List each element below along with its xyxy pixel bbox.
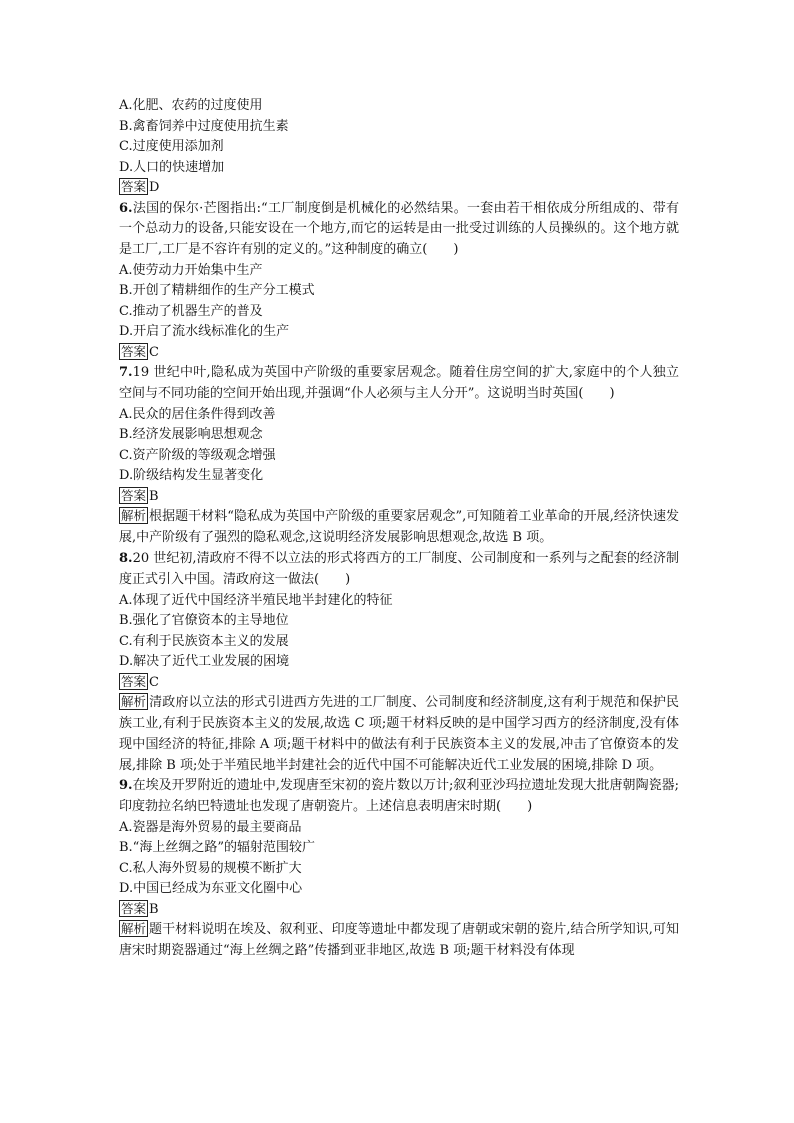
analysis-tag: 解析 [121,694,147,710]
option-c: C.推动了机器生产的普及 [119,303,263,319]
answer-tag: 答案 [121,179,147,194]
question-number: 9. [119,778,133,794]
option-d: D.解决了近代工业发展的困境 [119,654,290,670]
option-a: A.化肥、农药的过度使用 [119,98,263,113]
option-c: C.私人海外贸易的规模不断扩大 [119,860,302,876]
question-stem [119,363,679,405]
option-b: B.经济发展影响思想观念 [119,427,263,443]
question-number: 7. [119,365,133,381]
answer-value: B [149,901,159,917]
question-8 [119,549,679,776]
answer-value: C [149,344,159,360]
answer-row [119,673,679,694]
answer-tag: 答案 [121,487,147,503]
stem-text: 法国的保尔·芒图指出:“工厂制度倒是机械化的必然结果。一套由若干相依成分所组成的、带有一个总动力的设备,只能安设在一个地方,而它的运转是由一批受过训练的人员操纵的。这个地方就是工厂,工厂是不容许有别的定义的。”这种制度的确立( ) [119,200,679,258]
analysis-text: 题干材料说明在埃及、叙利亚、印度等遗址中都发现了唐朝或宋朝的瓷片,结合所学知识,可知唐宋时期瓷器通过“海上丝绸之路”传播到亚非地区,故选 B 项;题干材料没有体现 [119,922,679,959]
option-d: D.中国已经成为东亚文化圈中心 [119,881,303,897]
question-9 [119,776,679,962]
option-a: A.体现了近代中国经济半殖民地半封建化的特征 [119,592,393,608]
question-stem [119,776,679,818]
option-b: B.禽畜饲养中过度使用抗生素 [119,118,289,134]
option-a: A.使劳动力开始集中生产 [119,262,263,278]
answer-tag: 答案 [121,900,147,916]
answer-value: D [149,180,160,195]
answer-tag: 答案 [121,343,147,359]
stem-text: 在埃及开罗附近的遗址中,发现唐至宋初的瓷片数以万计;叙利亚沙玛拉遗址发现大批唐朝陶瓷器;印度勃拉名纳巴特遗址也发现了唐朝瓷片。上述信息表明唐宋时期( ) [119,778,679,815]
document-page [119,96,679,962]
analysis-tag: 解析 [121,921,147,937]
answer-value: C [149,674,159,690]
analysis-tag: 解析 [121,508,147,524]
analysis-row [119,507,679,549]
analysis-text: 清政府以立法的形式引进西方先进的工厂制度、公司制度和经济制度,这有利于规范和保护民族工业,有利于民族资本主义的发展,故选 C 项;题干材料反映的是中国学习西方的经济制度,没有体现中国经济的特征,排除 A 项;题干材料中的做法有利于民族资本主义的发展,冲击了官僚资本的发展,排除 B 项;处于半殖民地半封建社会的近代中国不可能解决近代工业发展的困境,排除 D 项。 [119,695,679,773]
option-d: D.阶级结构发生显著变化 [119,468,264,484]
option-c: C.过度使用添加剂 [119,139,224,154]
answer-tag: 答案 [121,673,147,689]
question-number: 6. [119,200,133,216]
option-a: A.民众的居住条件得到改善 [119,406,276,422]
question-stem [119,199,679,261]
stem-text: 19 世纪中叶,隐私成为英国中产阶级的重要家居观念。随着住房空间的扩大,家庭中的个人独立空间与不同功能的空间开始出现,并强调“仆人必须与主人分开”。这说明当时英国( ) [119,365,679,402]
option-c: C.有利于民族资本主义的发展 [119,633,289,649]
question-5 [119,96,679,199]
option-b: B.开创了精耕细作的生产分工模式 [119,283,315,299]
question-stem [119,549,679,591]
question-6 [119,199,679,364]
analysis-text: 根据题干材料“隐私成为英国中产阶级的重要家居观念”,可知随着工业革命的开展,经济快速发展,中产阶级有了强烈的隐私观念,这说明经济发展影响思想观念,故选 B 项。 [119,509,679,546]
answer-value: B [149,488,159,504]
question-number: 8. [119,551,133,567]
analysis-row [119,693,679,776]
option-a: A.瓷器是海外贸易的最主要商品 [119,819,302,835]
question-7 [119,363,679,549]
option-b: B.强化了官僚资本的主导地位 [119,613,289,629]
analysis-row [119,920,679,962]
stem-text: 20 世纪初,清政府不得不以立法的形式将西方的工厂制度、公司制度和一系列与之配套的经济制度正式引入中国。清政府这一做法( ) [119,551,679,587]
answer-row [119,343,679,364]
option-c: C.资产阶级的等级观念增强 [119,447,276,463]
answer-row [119,900,679,921]
option-d: D.开启了流水线标准化的生产 [119,324,290,340]
option-b: B.“海上丝绸之路”的辐射范围较广 [119,840,315,856]
answer-row [119,178,679,199]
option-d: D.人口的快速增加 [119,159,225,175]
answer-row [119,487,679,508]
